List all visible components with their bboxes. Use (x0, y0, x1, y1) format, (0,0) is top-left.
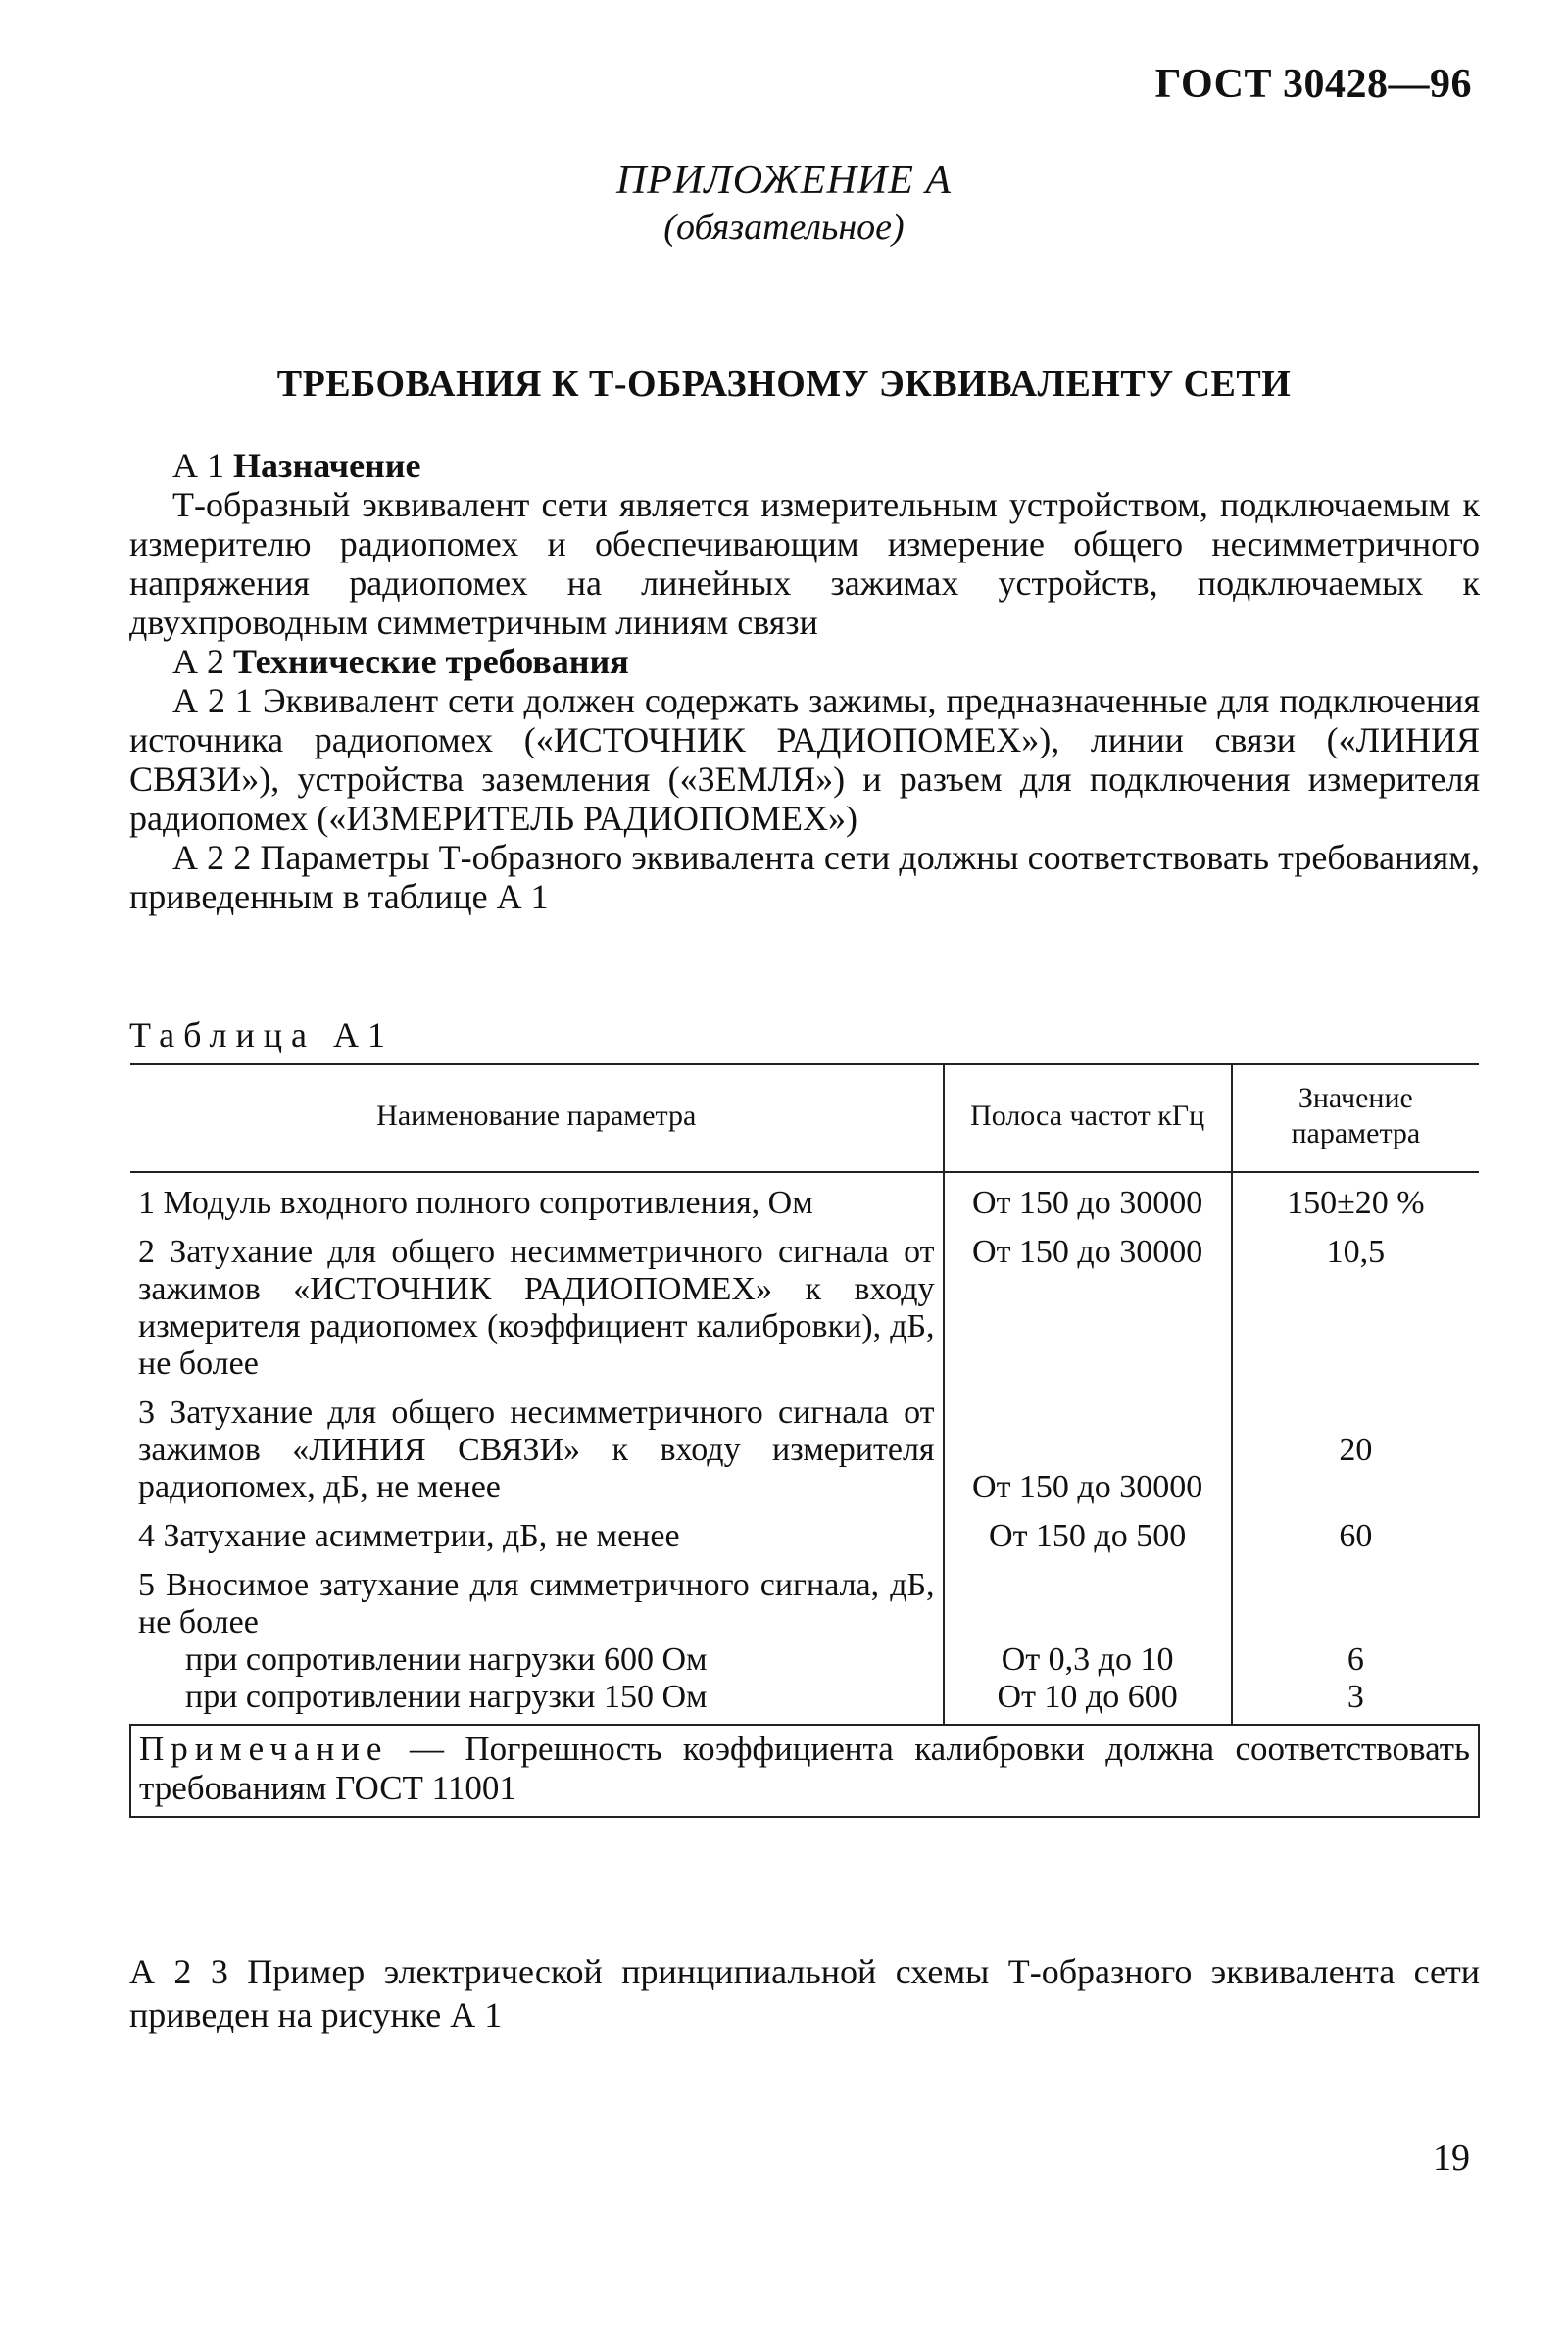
body-text-block (129, 446, 1480, 916)
section-title: Технические требования (233, 642, 629, 681)
row-value: 60 (1339, 1518, 1373, 1554)
row-name: 4 Затухание асимметрии, дБ, не менее (138, 1518, 680, 1554)
parameters-table (129, 1063, 1480, 1818)
note-label: Примечание (139, 1730, 389, 1768)
table-header-row (130, 1064, 1479, 1172)
row-band: От 150 до 30000 (944, 1230, 1232, 1391)
row-name: 2 Затухание для общего несимметричного сигнала от зажимов «ИСТОЧНИК РАДИОПОМЕХ» к входу измерителя радиопомех (коэффициент калибровки), дБ, не более (138, 1234, 935, 1382)
row-name: 1 Модуль входного полного сопротивления, Ом (138, 1185, 813, 1221)
section-a23-text: А 2 3 Пример электрической принципиальной схемы Т-образного эквивалента сети приведен на рисунке А 1 (129, 1952, 1480, 2034)
table-row (130, 1679, 1479, 1725)
row-name: 5 Вносимое затухание для симметричного сигнала, дБ, не более (138, 1567, 935, 1640)
table-row (130, 1172, 1479, 1230)
section-title: Назначение (233, 446, 421, 485)
row-band: От 150 до 30000 (944, 1172, 1232, 1230)
row-value: 10,5 (1326, 1234, 1386, 1270)
section-a1-text: Т-образный эквивалент сети является измерительным устройством, подключаемым к измерителю радиопомех и обеспечивающим измерение общего несимметричного напряжения радиопомех на линейных зажимах устройств, подключаемых к двухпроводным симметричным линиям связи (129, 485, 1480, 642)
note-text: — Погрешность коэффициента калибровки должна соответствовать требованиям ГОСТ 11001 (139, 1730, 1471, 1807)
row-value: 3 (1347, 1679, 1364, 1715)
section-a1-heading (129, 446, 1480, 485)
parameters-table-wrap (129, 1063, 1480, 1818)
row-name-text: при сопротивлении нагрузки 150 Ом (185, 1679, 708, 1715)
section-a2-heading (129, 642, 1480, 681)
row-value (1232, 1563, 1479, 1641)
row-name (130, 1679, 944, 1725)
row-band: От 150 до 500 (944, 1514, 1232, 1563)
table-caption: Таблица А1 (129, 1015, 394, 1054)
page-title: ТРЕБОВАНИЯ К Т-ОБРАЗНОМУ ЭКВИВАЛЕНТУ СЕТИ (276, 364, 1292, 405)
section-a21-text: А 2 1 Эквивалент сети должен содержать зажимы, предназначенные для подключения источника радиопомех («ИСТОЧНИК РАДИОПОМЕХ»), линии связи («ЛИНИЯ СВЯЗИ»), устройства заземления («ЗЕМЛЯ») и разъем для подключения измерителя радиопомех («ИЗМЕРИТЕЛЬ РАДИОПОМЕХ») (129, 681, 1480, 838)
row-band (944, 1563, 1232, 1641)
row-band: От 150 до 30000 (944, 1391, 1232, 1514)
table-row (130, 1514, 1479, 1563)
section-number: А 1 (172, 446, 224, 485)
row-value: 150±20 % (1287, 1185, 1425, 1221)
row-name-text: при сопротивлении нагрузки 600 Ом (185, 1641, 708, 1678)
row-value: 6 (1347, 1641, 1364, 1678)
table-note (130, 1725, 1479, 1817)
table-note-row (130, 1725, 1479, 1817)
row-name (130, 1641, 944, 1679)
column-header-value: Значение параметра (1232, 1064, 1479, 1172)
section-number: А 2 (172, 642, 224, 681)
appendix-status: (обязательное) (663, 207, 905, 248)
column-header-band: Полоса частот кГц (944, 1064, 1232, 1172)
section-a22-text: А 2 2 Параметры Т-образного эквивалента сети должны соответствовать требованиям, приведенным в таблице А 1 (129, 838, 1480, 916)
row-band: От 10 до 600 (944, 1679, 1232, 1725)
standard-header: ГОСТ 30428—96 (1154, 62, 1472, 107)
table-row (130, 1641, 1479, 1679)
row-value: 20 (1339, 1432, 1373, 1468)
table-row (130, 1230, 1479, 1391)
column-header-name: Наименование параметра (130, 1064, 944, 1172)
table-row (130, 1563, 1479, 1641)
row-name: 3 Затухание для общего несимметричного сигнала от зажимов «ЛИНИЯ СВЯЗИ» к входу измерителя радиопомех, дБ, не менее (138, 1394, 935, 1505)
table-row (130, 1391, 1479, 1514)
page-number: 19 (1433, 2137, 1470, 2178)
row-band: От 0,3 до 10 (944, 1641, 1232, 1679)
appendix-title: ПРИЛОЖЕНИЕ А (615, 158, 953, 203)
